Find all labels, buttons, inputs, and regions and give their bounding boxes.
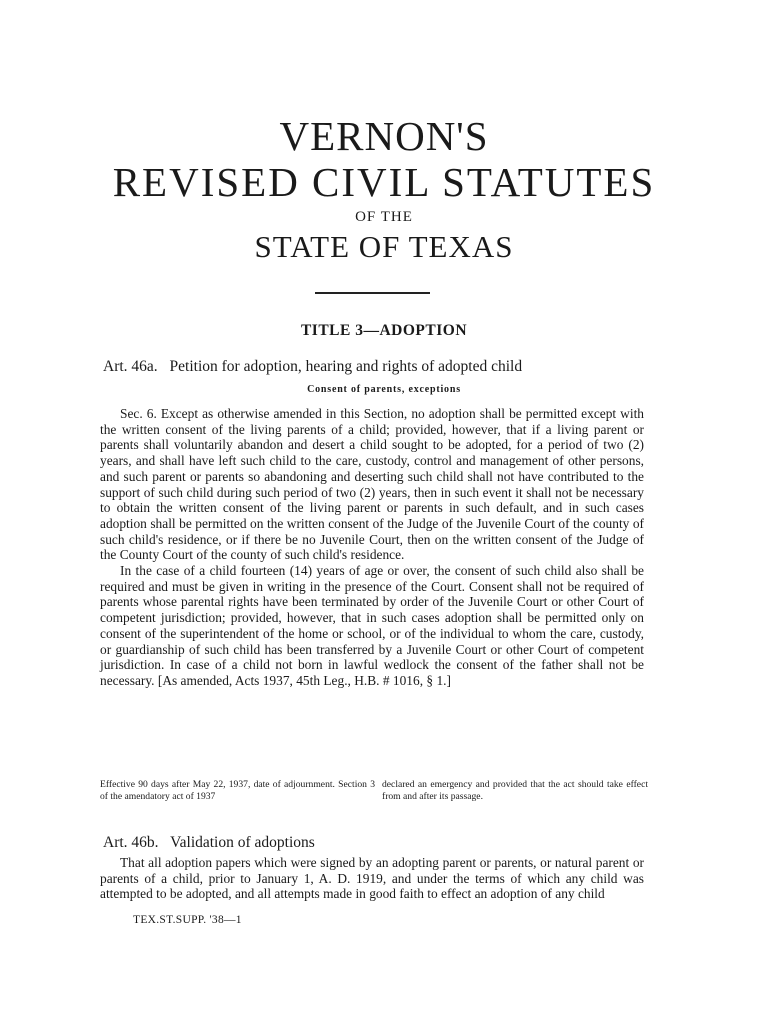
article-46a-notes bbox=[100, 779, 648, 802]
header-revised-civil-statutes: REVISED CIVIL STATUTES bbox=[112, 159, 656, 205]
article-46a-number: Art. 46a. bbox=[103, 358, 158, 375]
header-vernons: VERNON'S bbox=[279, 113, 489, 159]
divider-rule bbox=[315, 292, 430, 294]
article-46a-subheading: Consent of parents, exceptions bbox=[307, 384, 461, 395]
header-of-the: OF THE bbox=[355, 209, 413, 225]
article-46b-paragraph: That all adoption papers which were signed by an adopting parent or parents, or natural parent or parents of a child, prior to January 1, A. D. 1919, and under the terms of which any child was attempted to be adopted, and all attempts made in good faith to effect an adoption of any child bbox=[100, 855, 644, 902]
note-left: Effective 90 days after May 22, 1937, date of adjournment. Section 3 of the amendatory act of 1937 bbox=[100, 779, 375, 802]
title-heading: TITLE 3—ADOPTION bbox=[300, 322, 468, 339]
article-46a-paragraph-2: In the case of a child fourteen (14) years of age or over, the consent of such child also shall be required and must be given in writing in the presence of the Court. Consent shall not be required of parents whose parental rights have been terminated by order of the Juvenile Court or other Court of competent jurisdiction; provided, however, that in such cases adoption shall be permitted only on consent of the superintendent of the home or school, or of the individual to whom the care, custody, or guardianship of such child has been transferred by a Juvenile Court or other Court of competent jurisdiction. In case of a child not born in lawful wedlock the consent of the father shall not be necessary. [As amended, Acts 1937, 45th Leg., H.B. # 1016, § 1.] bbox=[100, 563, 644, 688]
article-46a-paragraph-1: Sec. 6. Except as otherwise amended in this Section, no adoption shall be permitted except with the written consent of the living parents of a child; provided, however, that if a living parent or parents shall voluntarily abandon and desert a child sought to be adopted, for a period of two (2) years, and shall have left such child to the care, custody, control and management of other persons, and such parent or parents so abandoning and deserting such child shall not have contributed to the support of such child during such period of two (2) years, then in such event it shall not be necessary to obtain the written consent of the living parent or parents in such default, and in such cases adoption shall be permitted on the written consent of the Judge of the Juvenile Court of the county of such child's residence, or if there be no Juvenile Court, then on the written consent of the Judge of the County Court of the county of such child's residence. bbox=[100, 406, 644, 563]
article-46a-heading bbox=[103, 358, 663, 376]
article-46b-heading bbox=[103, 834, 663, 852]
article-46b-title: Validation of adoptions bbox=[170, 834, 315, 851]
article-46a-title: Petition for adoption, hearing and rights of adopted child bbox=[169, 358, 523, 375]
note-right: declared an emergency and provided that the act should take effect from and after its passage. bbox=[382, 779, 648, 802]
article-46b-body bbox=[100, 855, 644, 902]
page-footer: TEX.ST.SUPP. '38—1 bbox=[133, 914, 242, 926]
article-46b-number: Art. 46b. bbox=[103, 834, 159, 851]
article-46a-body bbox=[100, 406, 644, 689]
header-state-of-texas: STATE OF TEXAS bbox=[254, 229, 514, 264]
